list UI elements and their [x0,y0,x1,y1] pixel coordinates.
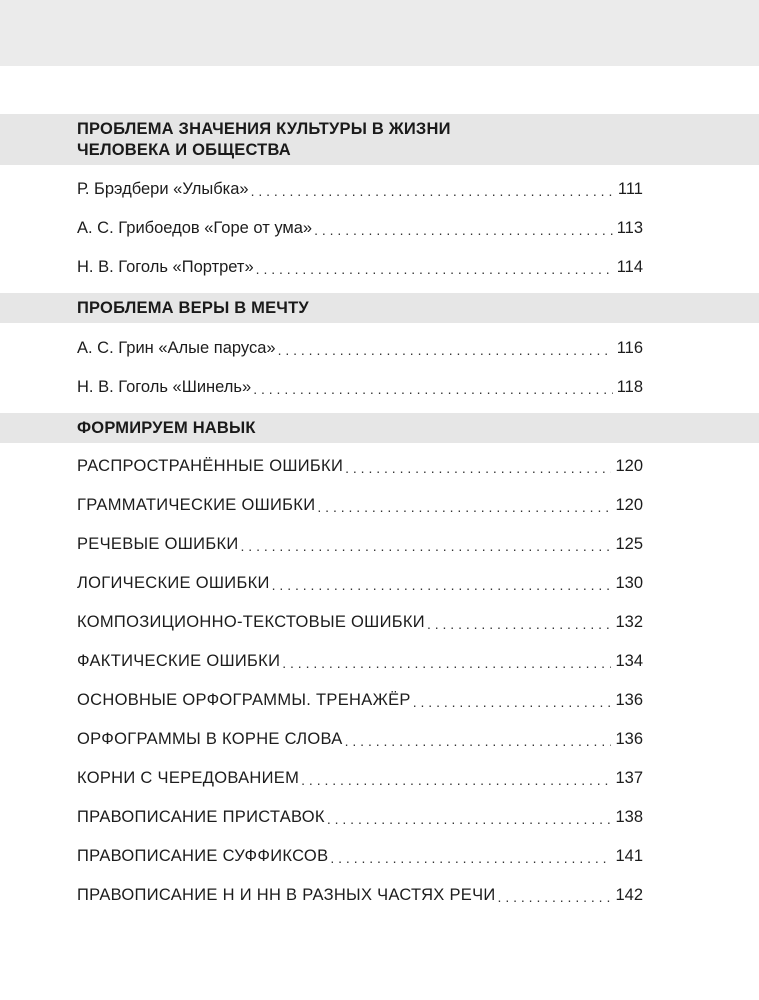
dot-leader [345,733,612,749]
toc-entry-title: А. С. Грин «Алые паруса» [77,339,276,357]
toc-section-culture [0,114,759,293]
dot-leader [498,889,612,905]
toc-entry-title: Н. В. Гоголь «Портрет» [77,258,254,276]
toc-entry-page: 116 [613,339,643,358]
toc-entry[interactable] [77,564,643,603]
toc-entry-page: 136 [611,730,643,749]
dot-leader [330,850,611,866]
toc-entry-page: 120 [611,457,643,476]
toc-entry[interactable] [77,798,643,837]
toc-entry-page: 136 [611,691,643,710]
toc-entry[interactable] [77,447,643,486]
toc-entry-title: ЛОГИЧЕСКИЕ ОШИБКИ [77,574,270,592]
toc-entry-page: 120 [611,496,643,515]
dot-leader [256,261,613,277]
dot-leader [278,342,613,358]
dot-leader [314,222,613,238]
toc-entry[interactable] [77,759,643,798]
toc-entry[interactable] [77,642,643,681]
dot-leader [317,499,611,515]
section-heading-bar [0,293,759,323]
toc-entry[interactable] [77,209,643,248]
section-heading: ПРОБЛЕМА ЗНАЧЕНИЯ КУЛЬТУРЫ В ЖИЗНИ ЧЕЛОВЕКА И ОБЩЕСТВА [77,120,451,159]
toc-entry-title: КОМПОЗИЦИОННО-ТЕКСТОВЫЕ ОШИБКИ [77,613,425,631]
dot-leader [345,460,611,476]
toc-entry[interactable] [77,525,643,564]
section-heading: ПРОБЛЕМА ВЕРЫ В МЕЧТУ [77,299,309,317]
toc-entry[interactable] [77,486,643,525]
toc-entry-page: 142 [611,886,643,905]
toc-entry[interactable] [77,248,643,287]
toc-entry-page: 132 [611,613,643,632]
toc-entry-title: Р. Брэдбери «Улыбка» [77,180,249,198]
toc-entry-title: Н. В. Гоголь «Шинель» [77,378,252,396]
toc-entry[interactable] [77,720,643,759]
dot-leader [282,655,611,671]
toc-entry[interactable] [77,603,643,642]
toc-entry[interactable] [77,837,643,876]
toc-entry-page: 137 [611,769,643,788]
dot-leader [301,772,611,788]
top-header-band [0,0,759,66]
toc-entry[interactable] [77,329,643,368]
toc-entry[interactable] [77,368,643,407]
toc-entry-page: 130 [611,574,643,593]
toc-entry-page: 118 [613,378,643,397]
section-heading-bar [0,413,759,443]
dot-leader [272,577,612,593]
dot-leader [241,538,612,554]
toc-entry-title: ПРАВОПИСАНИЕ Н И НН В РАЗНЫХ ЧАСТЯХ РЕЧИ [77,886,496,904]
toc-entry-title: РЕЧЕВЫЕ ОШИБКИ [77,535,239,553]
section-heading-bar [0,114,759,165]
dot-leader [253,381,612,397]
toc-entry-page: 138 [611,808,643,827]
toc-entry-title: ГРАММАТИЧЕСКИЕ ОШИБКИ [77,496,316,514]
toc-entry-title: ФАКТИЧЕСКИЕ ОШИБКИ [77,652,281,670]
toc-entry[interactable] [77,681,643,720]
toc-section-dream [0,293,759,413]
toc-entry-page: 111 [614,180,643,199]
toc-entry-title: ОСНОВНЫЕ ОРФОГРАММЫ. ТРЕНАЖЁР [77,691,411,709]
toc-entry-title: ПРАВОПИСАНИЕ СУФФИКСОВ [77,847,329,865]
toc-entry-title: КОРНИ С ЧЕРЕДОВАНИЕМ [77,769,300,787]
toc-entry-title: ПРАВОПИСАНИЕ ПРИСТАВОК [77,808,325,826]
toc-entry-page: 134 [611,652,643,671]
dot-leader [327,811,612,827]
toc-entry-page: 114 [613,258,643,277]
dot-leader [413,694,612,710]
toc-entry-page: 125 [611,535,643,554]
toc-entry-page: 113 [613,219,643,238]
dot-leader [427,616,612,632]
toc-entry-title: А. С. Грибоедов «Горе от ума» [77,219,313,237]
section-heading: ФОРМИРУЕМ НАВЫК [77,419,256,437]
table-of-contents [0,114,759,915]
toc-entry-page: 141 [611,847,643,866]
toc-entry[interactable] [77,876,643,915]
dot-leader [251,183,614,199]
toc-entry[interactable] [77,170,643,209]
toc-section-skills [0,413,759,915]
toc-entry-title: ОРФОГРАММЫ В КОРНЕ СЛОВА [77,730,343,748]
toc-entry-title: РАСПРОСТРАНЁННЫЕ ОШИБКИ [77,457,344,475]
